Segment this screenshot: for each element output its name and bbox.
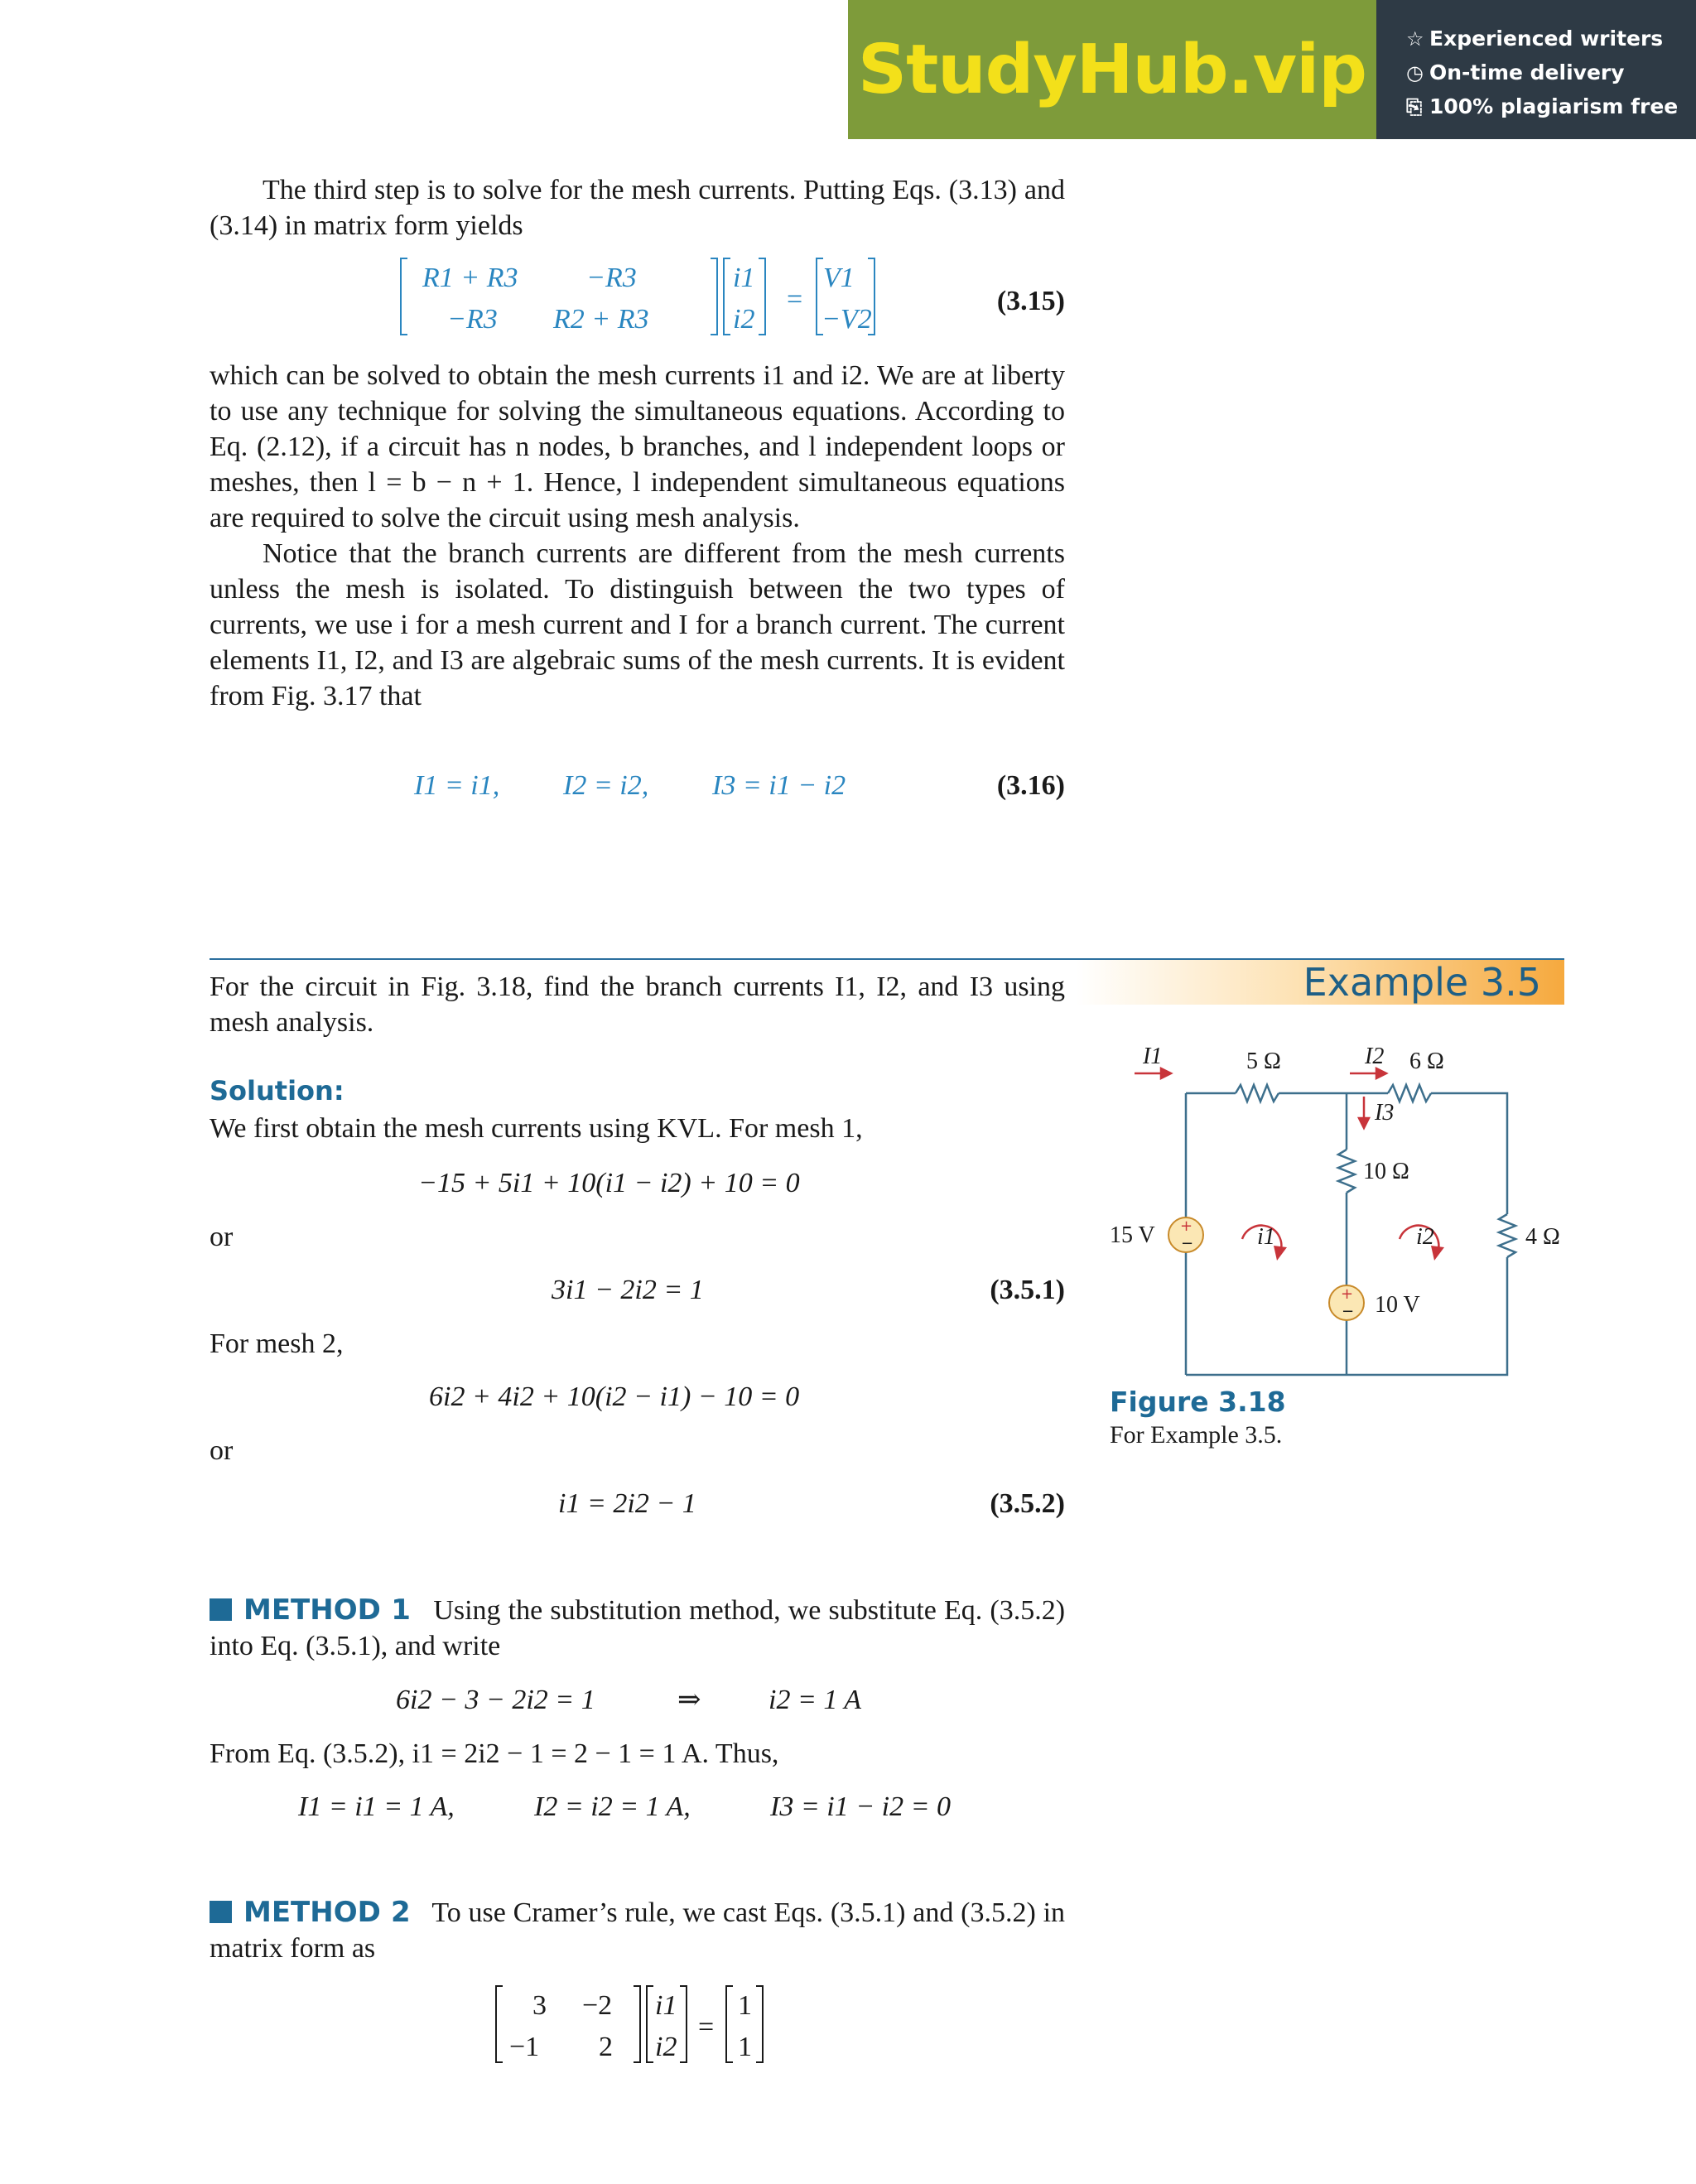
label-I3: I3 (1375, 1100, 1395, 1126)
source-15v (1168, 1217, 1203, 1252)
b2: −V2 (822, 304, 872, 335)
m12: −2 (582, 1990, 613, 2021)
eq-3-5-2: i1 = 2i2 − 1 (558, 1488, 696, 1519)
svg-text:+: + (1180, 1217, 1193, 1235)
eq-number-3-16: (3.16) (996, 770, 1065, 801)
m11: 3 (532, 1990, 547, 2021)
result-I2: I2 = i2 = 1 A, (534, 1791, 691, 1822)
x2: i2 (733, 304, 755, 335)
document-icon: ⎘ (1406, 94, 1423, 118)
circuit-figure-3-18 (1093, 1027, 1590, 1383)
eq-3-16-c: I3 = i1 − i2 (712, 770, 846, 801)
eq-substitution-left: 6i2 − 3 − 2i2 = 1 (396, 1685, 595, 1715)
from-eq-text: From Eq. (3.5.2), i1 = 2i2 − 1 = 2 − 1 = 1 A. Thus, (210, 1738, 779, 1769)
result-I1: I1 = i1 = 1 A, (298, 1791, 455, 1822)
banner-feature: ◷ On-time delivery (1406, 60, 1625, 84)
eq-number-3-15: (3.15) (996, 286, 1065, 316)
arrow-I2-head (1376, 1068, 1386, 1078)
label-4ohm: 4 Ω (1525, 1224, 1560, 1250)
eq-3-16-a: I1 = i1, (414, 770, 500, 801)
resistor-6ohm-shape (1388, 1085, 1431, 1102)
solution-intro: We first obtain the mesh currents using KVL. For mesh 1, (210, 1113, 863, 1144)
equals-sign: = (698, 2012, 715, 2042)
eq-mesh2: 6i2 + 4i2 + 10(i2 − i1) − 10 = 0 (429, 1381, 800, 1412)
m21: −R3 (447, 304, 498, 335)
example-problem: For the circuit in Fig. 3.18, find the branch currents I1, I2, and I3 using mesh analysis. (210, 971, 1065, 1038)
banner-logo-area (848, 0, 1376, 139)
equation-3-15-matrix (398, 255, 878, 338)
m11: R1 + R3 (422, 263, 518, 293)
eq-mesh1: −15 + 5i1 + 10(i1 − i2) + 10 = 0 (418, 1168, 800, 1198)
eq-3-16-b: I2 = i2, (563, 770, 649, 801)
banner-features (1376, 0, 1696, 139)
method2-square-icon (210, 1901, 232, 1923)
banner-feature: ⎘ 100% plagiarism free (1406, 94, 1679, 118)
b1: V1 (823, 263, 855, 293)
method2-text: To use Cramer’s rule, we cast Eqs. (3.5.1) and (3.5.2) in matrix form as (210, 1897, 1066, 1964)
wire-top-right (1431, 1093, 1507, 1214)
eq-3-5-1: 3i1 − 2i2 = 1 (552, 1275, 704, 1305)
arrow-I3-head (1359, 1118, 1369, 1128)
label-I1: I1 (1143, 1044, 1163, 1069)
paragraph-third-step: The third step is to solve for the mesh currents. Putting Eqs. (3.13) and (3.14) in matrix form yields (210, 175, 1065, 241)
eq-number-3-5-2: (3.5.2) (990, 1488, 1065, 1519)
banner-feature: ☆ Experienced writers (1406, 27, 1664, 51)
x1: i1 (733, 263, 755, 293)
figure-caption (1110, 1386, 1286, 1452)
svg-text:+: + (1341, 1285, 1354, 1303)
figure-name: Figure 3.18 (1110, 1386, 1286, 1418)
eq-number-3-5-1: (3.5.1) (990, 1275, 1065, 1305)
label-I2: I2 (1365, 1044, 1385, 1069)
method1-square-icon (210, 1598, 232, 1621)
clock-icon: ◷ (1406, 60, 1424, 84)
x2: i2 (655, 2032, 677, 2062)
label-10v: 10 V (1375, 1292, 1420, 1318)
m22: R2 + R3 (553, 304, 649, 335)
solution-label: Solution: (210, 1075, 344, 1106)
mesh1-loop-arrowhead (1274, 1246, 1287, 1261)
label-6ohm: 6 Ω (1409, 1049, 1444, 1074)
method1-paragraph (210, 1593, 1065, 1664)
resistor-10ohm-shape (1338, 1150, 1355, 1193)
m22: 2 (599, 2032, 613, 2062)
cramer-matrix (493, 1983, 783, 2066)
implies-arrow: ⇒ (677, 1685, 701, 1715)
star-icon: ☆ (1406, 27, 1424, 51)
resistor-4ohm-shape (1499, 1214, 1515, 1257)
result-I3: I3 = i1 − i2 = 0 (770, 1791, 952, 1822)
arrow-I1-head (1161, 1068, 1171, 1078)
figure-caption-text: For Example 3.5. (1110, 1421, 1283, 1449)
svg-text:−: − (1342, 1303, 1355, 1320)
example-header-bar (1077, 960, 1564, 1005)
example-title: Example 3.5 (1303, 960, 1541, 1005)
equals-sign: = (787, 284, 803, 315)
or-text-1: or (210, 1222, 234, 1252)
m21: −1 (509, 2032, 540, 2062)
svg-text:−: − (1181, 1235, 1194, 1252)
b2: 1 (738, 2032, 752, 2062)
or-text-2: or (210, 1435, 234, 1466)
method1-label: METHOD 1 (243, 1593, 411, 1627)
eq-substitution-right: i2 = 1 A (768, 1685, 862, 1715)
label-10ohm: 10 Ω (1363, 1159, 1409, 1184)
label-mesh-i2: i2 (1416, 1224, 1434, 1250)
m12: −R3 (586, 263, 637, 293)
method1-text: Using the substitution method, we substitute Eq. (3.5.2) into Eq. (3.5.1), and write (210, 1595, 1066, 1661)
label-15v: 15 V (1110, 1222, 1155, 1248)
banner-logo: StudyHub.vip (858, 30, 1366, 109)
b1: 1 (738, 1990, 752, 2021)
source-10v (1329, 1285, 1364, 1320)
method2-label: METHOD 2 (243, 1896, 411, 1929)
method2-paragraph (210, 1895, 1065, 1966)
resistor-5ohm-shape (1236, 1085, 1279, 1102)
studyhub-banner[interactable] (848, 0, 1696, 139)
mesh2-label: For mesh 2, (210, 1328, 344, 1359)
label-5ohm: 5 Ω (1246, 1049, 1281, 1074)
paragraph-solve: which can be solved to obtain the mesh currents i1 and i2. We are at liberty to use any technique for solving the simultaneous equations. According to Eq. (2.12), if a circuit has n nodes, b branches, and l independent loops or meshes, then l = b − n + 1. Hence, l independent simultaneous equations are required to solve the circuit using mesh analysis. Notice that the branch currents are different from the mesh currents unless the mesh is isolated. To distinguish between the two types of currents, we use i for a mesh current and I for a branch current. The current elements I1, I2, and I3 are algebraic sums of the mesh currents. It is evident from Fig. 3.17 that (210, 360, 1065, 711)
x1: i1 (655, 1990, 677, 2021)
label-mesh-i1: i1 (1257, 1224, 1275, 1250)
